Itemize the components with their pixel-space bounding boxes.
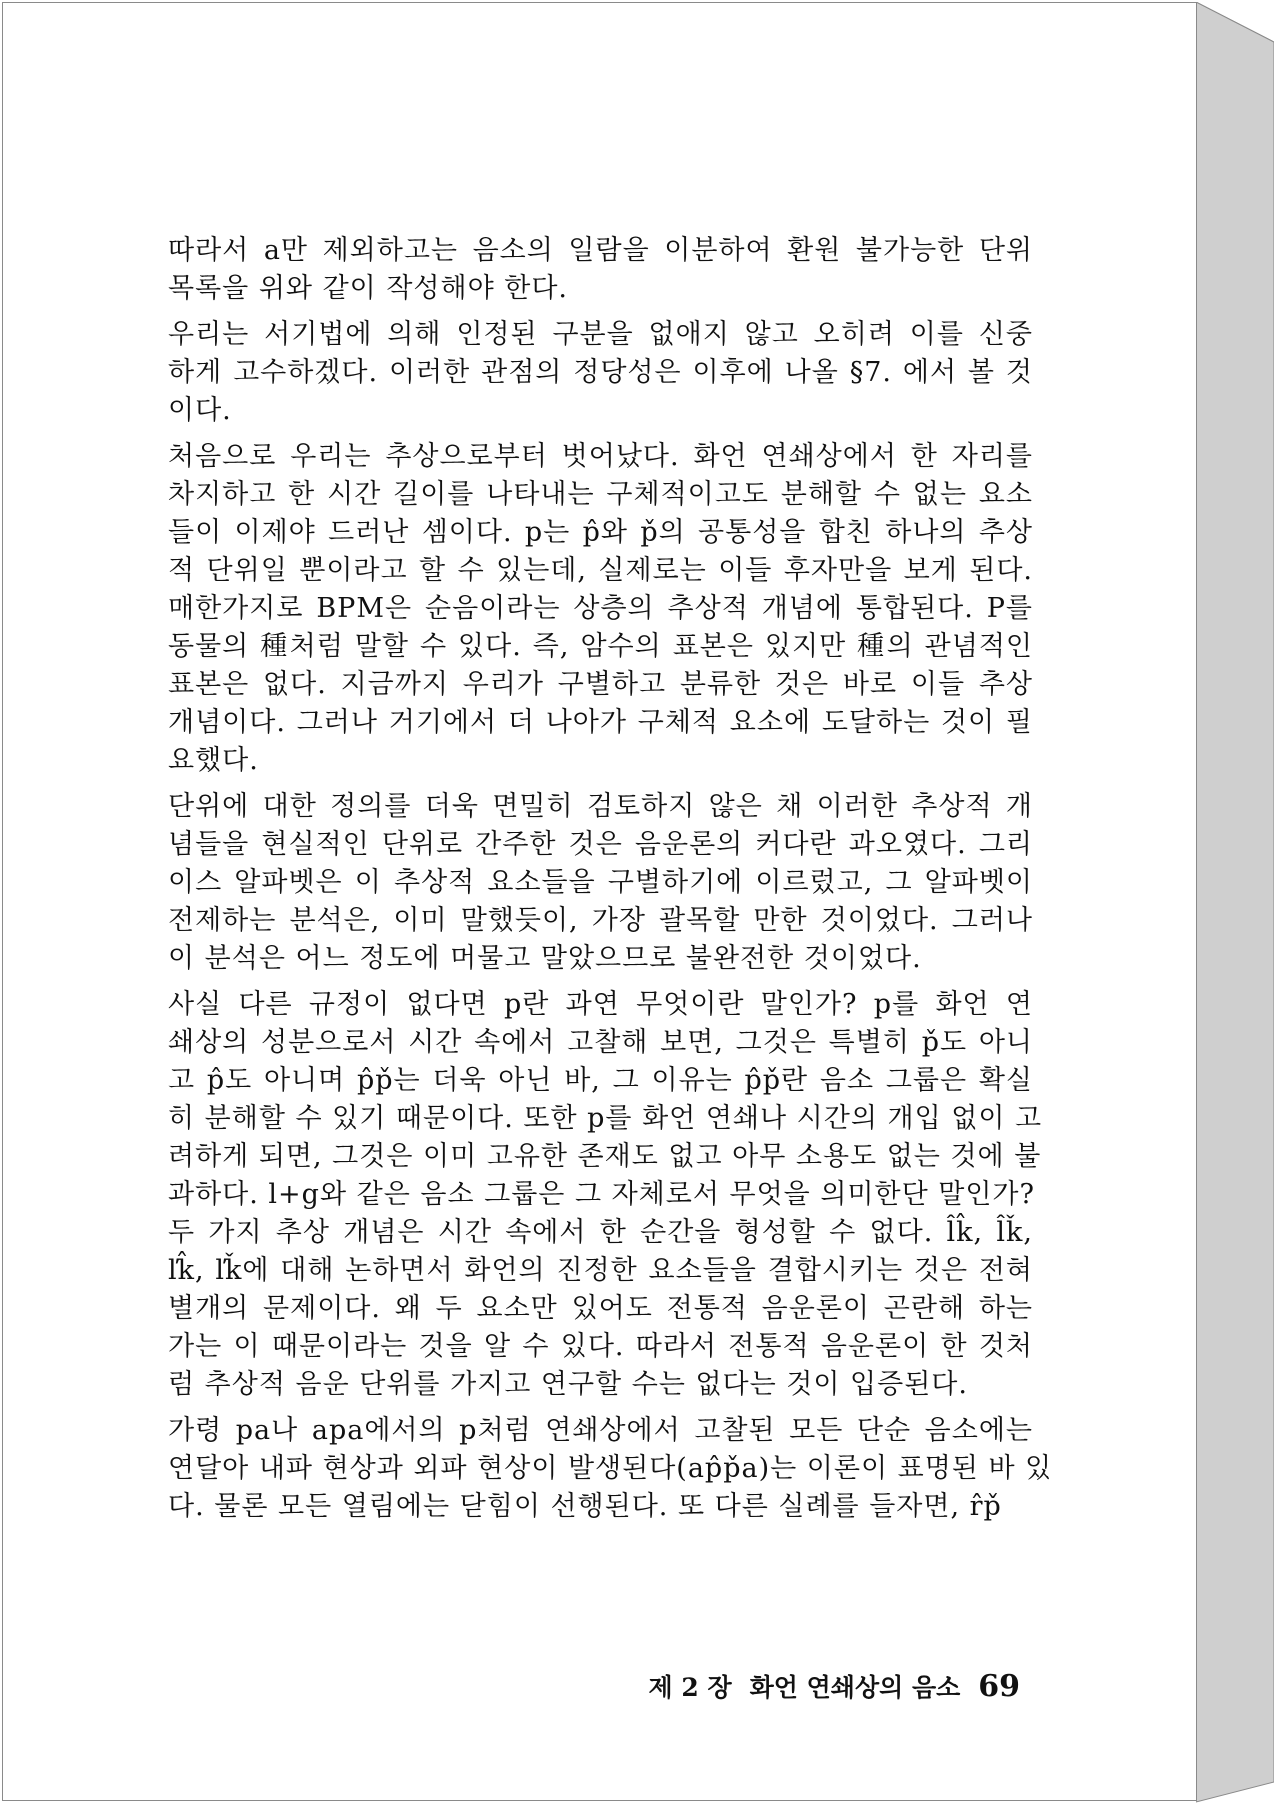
running-footer [640, 1666, 1020, 1706]
text-line: 요했다. [168, 745, 259, 776]
text-line: 가는 이 때문이라는 것을 알 수 있다. 따라서 전통적 음운론이 한 것처 [168, 1331, 1033, 1362]
chapter-title: 화언 연쇄상의 음소 [749, 1673, 961, 1702]
text-line: 고 p̂도 아니며 p̂p̌는 더욱 아닌 바, 그 이유는 p̂p̌란 음소 그룹은 확실 [168, 1065, 1033, 1096]
paragraph [168, 1412, 1053, 1526]
text-line: 우리는 서기법에 의해 인정된 구분을 없애지 않고 오히려 이를 신중 [168, 319, 1033, 350]
text-line: 려하게 되면, 그것은 이미 고유한 존재도 없고 아무 소용도 없는 것에 불 [168, 1141, 1042, 1172]
text-line: 히 분해할 수 있기 때문이다. 또한 p를 화언 연쇄나 시간의 개입 없이 고 [168, 1103, 1043, 1134]
text-line: 사실 다른 규정이 없다면 p란 과연 무엇이란 말인가? p를 화언 연 [168, 989, 1033, 1020]
page-edge-thickness [1196, 2, 1274, 1804]
text-line: ľk̂, ľǩ에 대해 논하면서 화언의 진정한 요소들을 결합시키는 것은 전혀 [168, 1255, 1033, 1286]
text-line: 이 분석은 어느 정도에 머물고 말았으므로 불완전한 것이었다. [168, 943, 922, 974]
text-line: 과하다. l+g와 같은 음소 그룹은 그 자체로서 무엇을 의미한단 말인가? [168, 1179, 1035, 1210]
text-line: 들이 이제야 드러난 셈이다. p는 p̂와 p̌의 공통성을 합친 하나의 추상 [168, 517, 1033, 548]
text-line: 적 단위일 뿐이라고 할 수 있는데, 실제로는 이들 후자만을 보게 된다. [168, 555, 1033, 586]
paragraph [168, 986, 1043, 1404]
paragraph [168, 788, 1033, 978]
text-line: 념들을 현실적인 단위로 간주한 것은 음운론의 커다란 과오였다. 그리 [168, 829, 1033, 860]
text-line: 연달아 내파 현상과 외파 현상이 발생된다(ap̂p̌a)는 이론이 표명된 바 있 [168, 1453, 1053, 1484]
chapter-label: 제 2 장 [648, 1673, 732, 1702]
text-line: 다. 물론 모든 열림에는 닫힘이 선행된다. 또 다른 실례를 들자면, r̂p̌ [168, 1491, 1002, 1522]
text-line: 쇄상의 성분으로서 시간 속에서 고찰해 보면, 그것은 특별히 p̌도 아니 [168, 1027, 1033, 1058]
text-line: 차지하고 한 시간 길이를 나타내는 구체적이고도 분해할 수 없는 요소 [168, 479, 1033, 510]
page-number: 69 [978, 1668, 1020, 1704]
text-line: 가령 pa나 apa에서의 p처럼 연쇄상에서 고찰된 모든 단순 음소에는 [168, 1415, 1033, 1446]
text-line: 두 가지 추상 개념은 시간 속에서 한 순간을 형성할 수 없다. l̂k̂, l̂ǩ, [168, 1217, 1033, 1248]
text-line: 동물의 種처럼 말할 수 있다. 즉, 암수의 표본은 있지만 種의 관념적인 [168, 631, 1033, 662]
text-line: 전제하는 분석은, 이미 말했듯이, 가장 괄목할 만한 것이었다. 그러나 [168, 905, 1033, 936]
text-line: 럼 추상적 음운 단위를 가지고 연구할 수는 없다는 것이 입증된다. [168, 1369, 968, 1400]
paragraph [168, 438, 1033, 780]
text-line: 매한가지로 BPM은 순음이라는 상층의 추상적 개념에 통합된다. P를 [168, 593, 1033, 624]
text-line: 따라서 a만 제외하고는 음소의 일람을 이분하여 환원 불가능한 단위 [168, 235, 1033, 266]
text-line: 이다. [168, 395, 232, 426]
paragraph [168, 232, 1033, 308]
text-line: 개념이다. 그러나 거기에서 더 나아가 구체적 요소에 도달하는 것이 필 [168, 707, 1033, 738]
text-line: 처음으로 우리는 추상으로부터 벗어났다. 화언 연쇄상에서 한 자리를 [168, 441, 1033, 472]
paragraph [168, 316, 1033, 430]
text-line: 별개의 문제이다. 왜 두 요소만 있어도 전통적 음운론이 곤란해 하는 [168, 1293, 1033, 1324]
body-text [168, 232, 1053, 1526]
text-line: 표본은 없다. 지금까지 우리가 구별하고 분류한 것은 바로 이들 추상 [168, 669, 1033, 700]
text-line: 이스 알파벳은 이 추상적 요소들을 구별하기에 이르렀고, 그 알파벳이 [168, 867, 1033, 898]
text-line: 단위에 대한 정의를 더욱 면밀히 검토하지 않은 채 이러한 추상적 개 [168, 791, 1033, 822]
text-line: 하게 고수하겠다. 이러한 관점의 정당성은 이후에 나올 §7. 에서 볼 것 [168, 357, 1033, 388]
text-line: 목록을 위와 같이 작성해야 한다. [168, 273, 568, 304]
